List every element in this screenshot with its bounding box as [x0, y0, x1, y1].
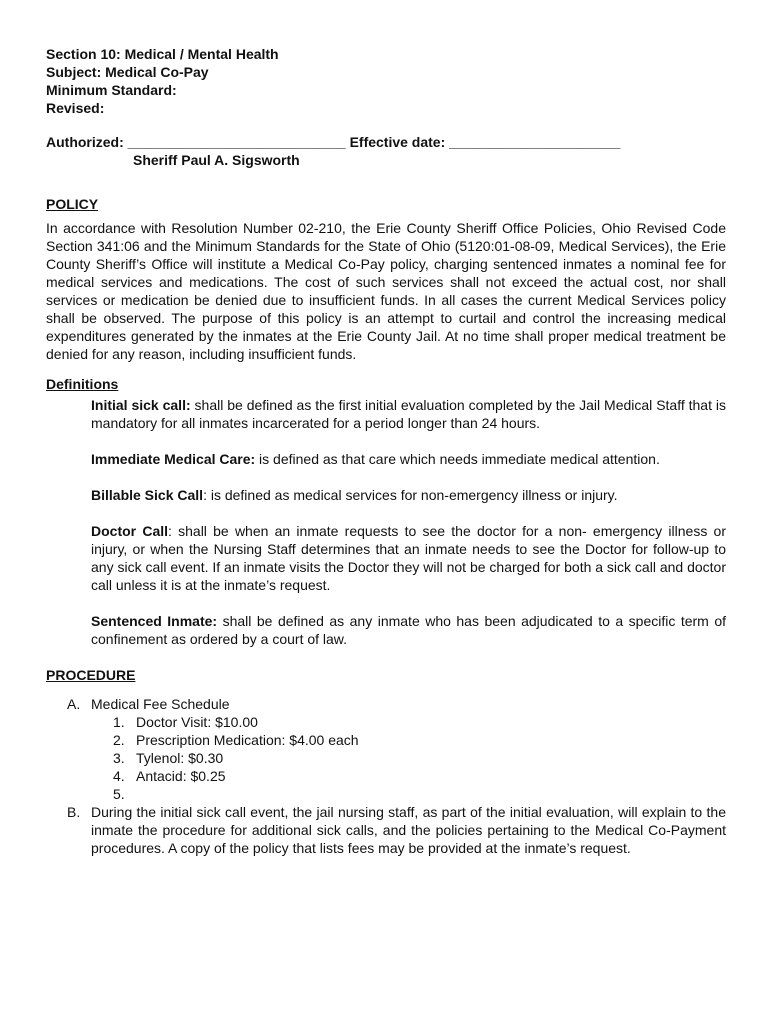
procedure-list: [46, 695, 726, 857]
definition-item: [91, 522, 726, 594]
definition-item: [91, 486, 726, 504]
list-number: 4.: [113, 768, 125, 784]
definition-text: : is defined as medical services for non-emergency illness or injury.: [203, 487, 618, 503]
fee-item: [91, 713, 726, 731]
fee-schedule-title: Medical Fee Schedule: [91, 696, 230, 712]
definition-term: Billable Sick Call: [91, 487, 204, 503]
definitions-title: Definitions: [46, 376, 119, 392]
definition-term: Initial sick call:: [91, 397, 191, 413]
document-page: [46, 45, 726, 857]
definition-term: Immediate Medical Care:: [91, 451, 256, 467]
authorized-label: Authorized:: [46, 134, 124, 150]
policy-text: In accordance with Resolution Number 02-210, the Erie County Sheriff Office Policies, Ohio Revised Code Section 341:06 and the Minimum Standards for the State of Ohio (5120:01-08-09, Medical Services), the Erie County Sheriff’s Office will institute a Medical Co-Pay policy, charging sentenced inmates a nominal fee for medical services and medications. The cost of such services shall not exceed the actual cost, nor shall services or medication be denied due to insufficient funds. In all cases the current Medical Services policy shall be observed. The purpose of this policy is an attempt to curtail and control the increasing medical expenditures generated by the inmates at the Erie County Jail. At no time shall proper medical treatment be denied for any reason, including insufficient funds.: [46, 220, 726, 362]
fee-item: [91, 767, 726, 785]
fee-item: [91, 785, 726, 803]
revised-heading: Revised:: [46, 100, 105, 116]
procedure-item-b: [46, 803, 726, 857]
fee-item: [91, 731, 726, 749]
list-marker: B.: [67, 804, 81, 820]
fee-schedule-list: [91, 713, 726, 803]
definition-item: [91, 450, 726, 468]
definition-text: shall be defined as the first initial evaluation completed by the Jail Medical Staff that is mandatory for all inmates incarcerated for a period longer than 24 hours.: [91, 397, 727, 431]
fee-text: Prescription Medication: $4.00 each: [136, 732, 359, 748]
subject-heading: Subject: Medical Co-Pay: [46, 64, 209, 80]
definition-term: Doctor Call: [91, 523, 169, 539]
minimum-standard-heading: Minimum Standard:: [46, 82, 177, 98]
fee-text: Doctor Visit: $10.00: [136, 714, 258, 730]
section-heading: Section 10: Medical / Mental Health: [46, 46, 279, 62]
procedure-b-text: During the initial sick call event, the jail nursing staff, as part of the initial evaluation, will explain to the inmate the procedure for additional sick calls, and the policies pertaining to the Medical Co-Payment procedures. A copy of the policy that lists fees may be provided at the inmate’s request.: [91, 804, 726, 856]
effective-date-label: Effective date:: [349, 134, 446, 150]
definition-text: shall be defined as any inmate who has been adjudicated to a specific term of confinement as ordered by a court of law.: [91, 613, 726, 647]
definition-item: [91, 612, 726, 648]
procedure-title: PROCEDURE: [46, 667, 136, 683]
definition-text: is defined as that care which needs immediate medical attention.: [255, 451, 660, 467]
signatory-name: Sheriff Paul A. Sigsworth: [133, 152, 300, 168]
list-number: 2.: [113, 732, 125, 748]
definition-text: : shall be when an inmate requests to see the doctor for a non- emergency illness or injury, or when the Nursing Staff determines that an inmate needs to see the Doctor for follow-up to any sick call event. If an inmate visits the Doctor they will not be charged for both a sick call and doctor call unless it is at the inmate’s request.: [91, 523, 726, 593]
definition-item: [91, 396, 726, 432]
definition-term: Sentenced Inmate:: [91, 613, 218, 629]
list-number: 1.: [113, 714, 125, 730]
authorized-signature-line: ____________________________: [127, 134, 346, 150]
list-number: 3.: [113, 750, 125, 766]
fee-text: Tylenol: $0.30: [136, 750, 224, 766]
list-marker: A.: [67, 696, 81, 712]
authorization-row: [46, 133, 726, 151]
procedure-item-a: [46, 695, 726, 803]
definitions-list: [91, 396, 726, 648]
list-number: 5.: [113, 786, 125, 802]
effective-date-line: ______________________: [449, 134, 621, 150]
fee-text: Antacid: $0.25: [136, 768, 226, 784]
fee-item: [91, 749, 726, 767]
policy-title: POLICY: [46, 196, 99, 212]
